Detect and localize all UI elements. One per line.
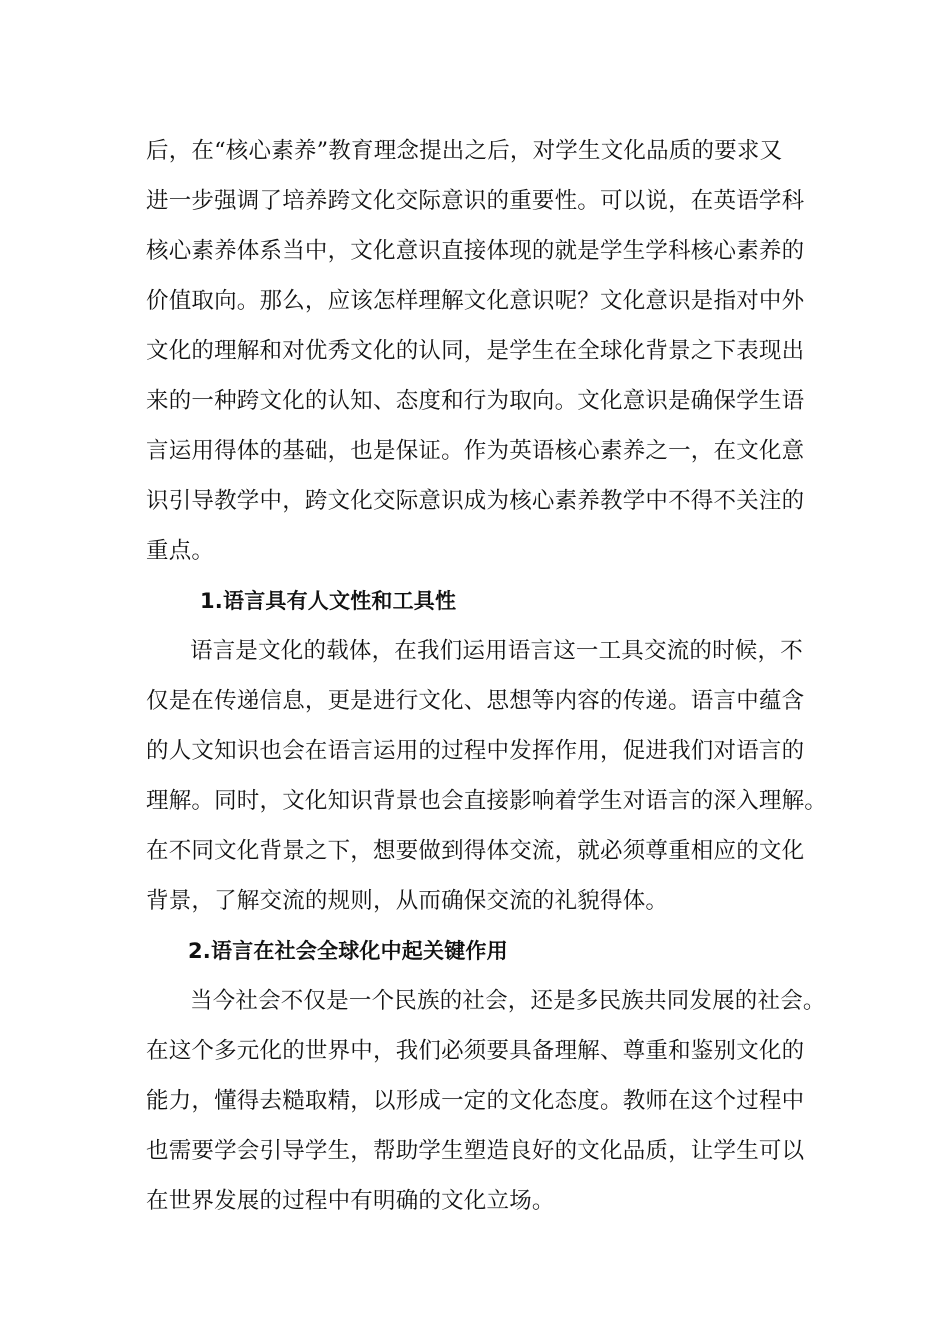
body-text-line: 的人文知识也会在语言运用的过程中发挥作用，促进我们对语言的 [146, 738, 805, 764]
body-text-line: 言运用得体的基础，也是保证。作为英语核心素养之一，在文化意 [146, 438, 805, 464]
section-heading-2: 2.语言在社会全球化中起关键作用 [188, 939, 508, 963]
body-text-line: 识引导教学中，跨文化交际意识成为核心素养教学中不得不关注的 [146, 488, 805, 514]
body-text-line: 当今社会不仅是一个民族的社会，还是多民族共同发展的社会。 [190, 988, 826, 1014]
body-text-line: 仅是在传递信息，更是进行文化、思想等内容的传递。语言中蕴含 [146, 688, 805, 714]
body-text-line: 文化的理解和对优秀文化的认同，是学生在全球化背景之下表现出 [146, 338, 805, 364]
body-text-line: 后，在“核心素养”教育理念提出之后，对学生文化品质的要求又 [146, 138, 783, 164]
body-text-line: 价值取向。那么，应该怎样理解文化意识呢？文化意识是指对中外 [146, 288, 805, 314]
body-text-line: 来的一种跨文化的认知、态度和行为取向。文化意识是确保学生语 [146, 388, 805, 414]
body-text-line: 在不同文化背景之下，想要做到得体交流，就必须尊重相应的文化 [146, 838, 805, 864]
body-text-line: 在世界发展的过程中有明确的文化立场。 [146, 1188, 555, 1214]
body-text-line: 背景，了解交流的规则，从而确保交流的礼貌得体。 [146, 888, 669, 914]
body-text-line: 进一步强调了培养跨文化交际意识的重要性。可以说，在英语学科 [146, 188, 805, 214]
body-text-line: 重点。 [146, 538, 215, 564]
body-text-line: 理解。同时，文化知识背景也会直接影响着学生对语言的深入理解。 [146, 788, 828, 814]
body-text-line: 在这个多元化的世界中，我们必须要具备理解、尊重和鉴别文化的 [146, 1038, 805, 1064]
body-text-line: 能力，懂得去糙取精，以形成一定的文化态度。教师在这个过程中 [146, 1088, 805, 1114]
section-heading-1: 1.语言具有人文性和工具性 [200, 589, 457, 613]
body-text-line: 语言是文化的载体，在我们运用语言这一工具交流的时候，不 [190, 638, 803, 664]
body-text-line: 核心素养体系当中，文化意识直接体现的就是学生学科核心素养的 [146, 238, 805, 264]
body-text-line: 也需要学会引导学生，帮助学生塑造良好的文化品质，让学生可以 [146, 1138, 805, 1164]
